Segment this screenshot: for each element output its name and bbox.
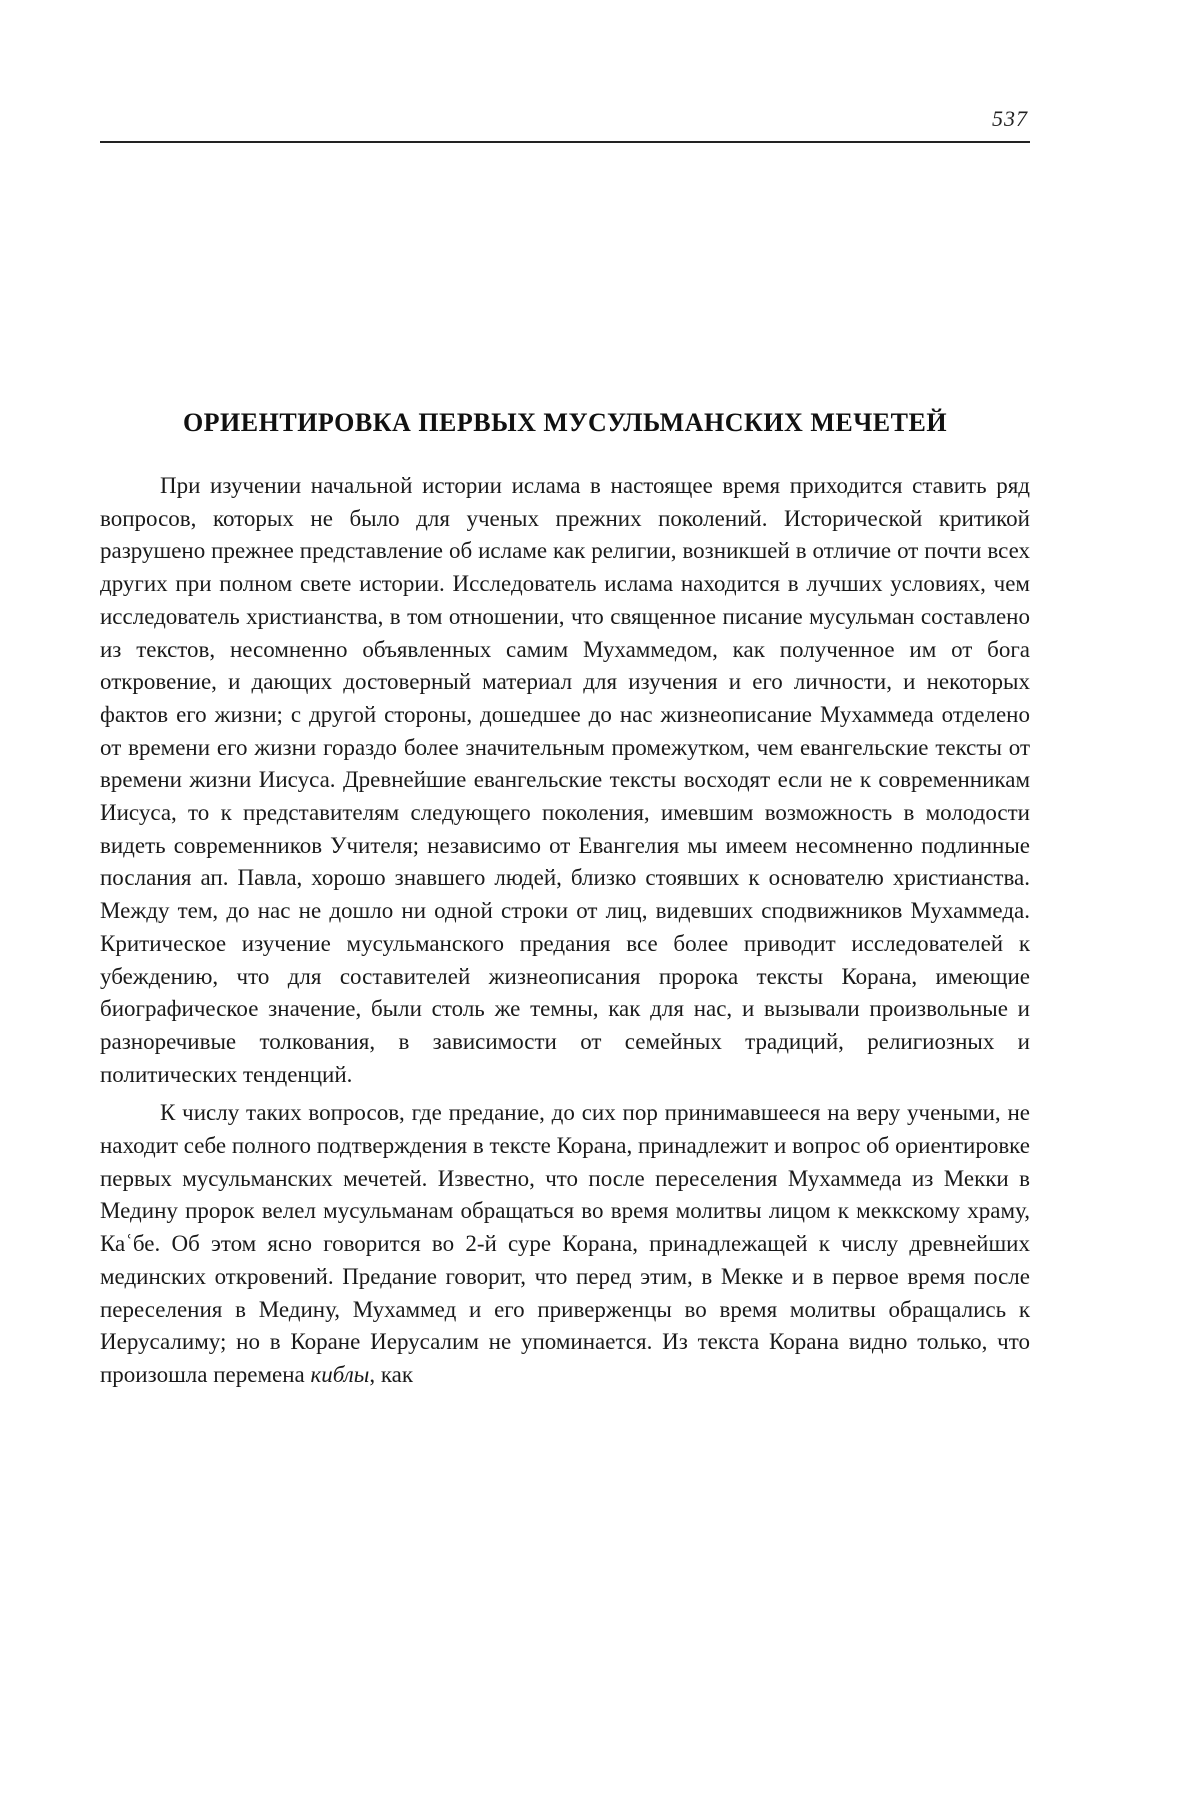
article-body xyxy=(100,470,1030,1392)
page-number: 537 xyxy=(992,106,1028,131)
paragraph-1: При изучении начальной истории ислама в настоящее время приходится ставить ряд вопросов, которых не было для ученых прежних поколений. Исторической критикой разрушено прежнее представление об исламе как религии, возникшей в отличие от почти всех других при полном свете истории. Исследователь ислама находится в лучших условиях, чем исследователь христианства, в том отношении, что священное писание мусульман составлено из текстов, несомненно объявленных самим Мухаммедом, как полученное им от бога откровение, и дающих достоверный материал для изучения и его личности, и некоторых фактов его жизни; с другой стороны, дошедшее до нас жизнеописание Мухаммеда отделено от времени его жизни гораздо более значительным промежутком, чем евангельские тексты от времени жизни Иисуса. Древнейшие евангельские тексты восходят если не к современникам Иисуса, то к представителям следующего поколения, имевшим возможность в молодости видеть современников Учителя; независимо от Евангелия мы имеем несомненно подлинные послания ап. Павла, хорошо знавшего людей, близко стоявших к основателю христианства. Между тем, до нас не дошло ни одной строки от лиц, видевших сподвижников Мухаммеда. Критическое изучение мусульманского предания все более приводит исследователей к убеждению, что для составителей жизнеописания пророка тексты Корана, имеющие биографическое значение, были столь же темны, как для нас, и вызывали произвольные и разноречивые толкования, в зависимости от семейных традиций, религиозных и политических тенденций. xyxy=(100,473,1030,1087)
paragraph-2-text: К числу таких вопросов, где предание, до сих пор принимавшееся на веру учеными, не находит себе полного подтверждения в тексте Корана, принадлежит и вопрос об ориентировке первых мусульманских мечетей. Известно, что после переселения Мухаммеда из Мекки в Медину пророк велел мусульманам обращаться во время молитвы лицом к меккскому храму, Каʿбе. Об этом ясно говорится во 2-й суре Корана, принадлежащей к числу древнейших мединских откровений. Предание говорит, что перед этим, в Мекке и в первое время после переселения в Медину, Мухаммед и его приверженцы во время молитвы обращались к Иерусалиму; но в Коране Иерусалим не упоминается. Из текста Корана видно только, что произошла перемена xyxy=(100,1100,1030,1387)
paragraph-2 xyxy=(100,1097,1030,1391)
header-rule xyxy=(100,141,1030,143)
italic-term-kibla: киблы xyxy=(310,1361,370,1387)
article-title: ОРИЕНТИРОВКА ПЕРВЫХ МУСУЛЬМАНСКИХ МЕЧЕТЕЙ xyxy=(182,408,948,437)
paragraph-2-tail: , как xyxy=(369,1361,414,1387)
